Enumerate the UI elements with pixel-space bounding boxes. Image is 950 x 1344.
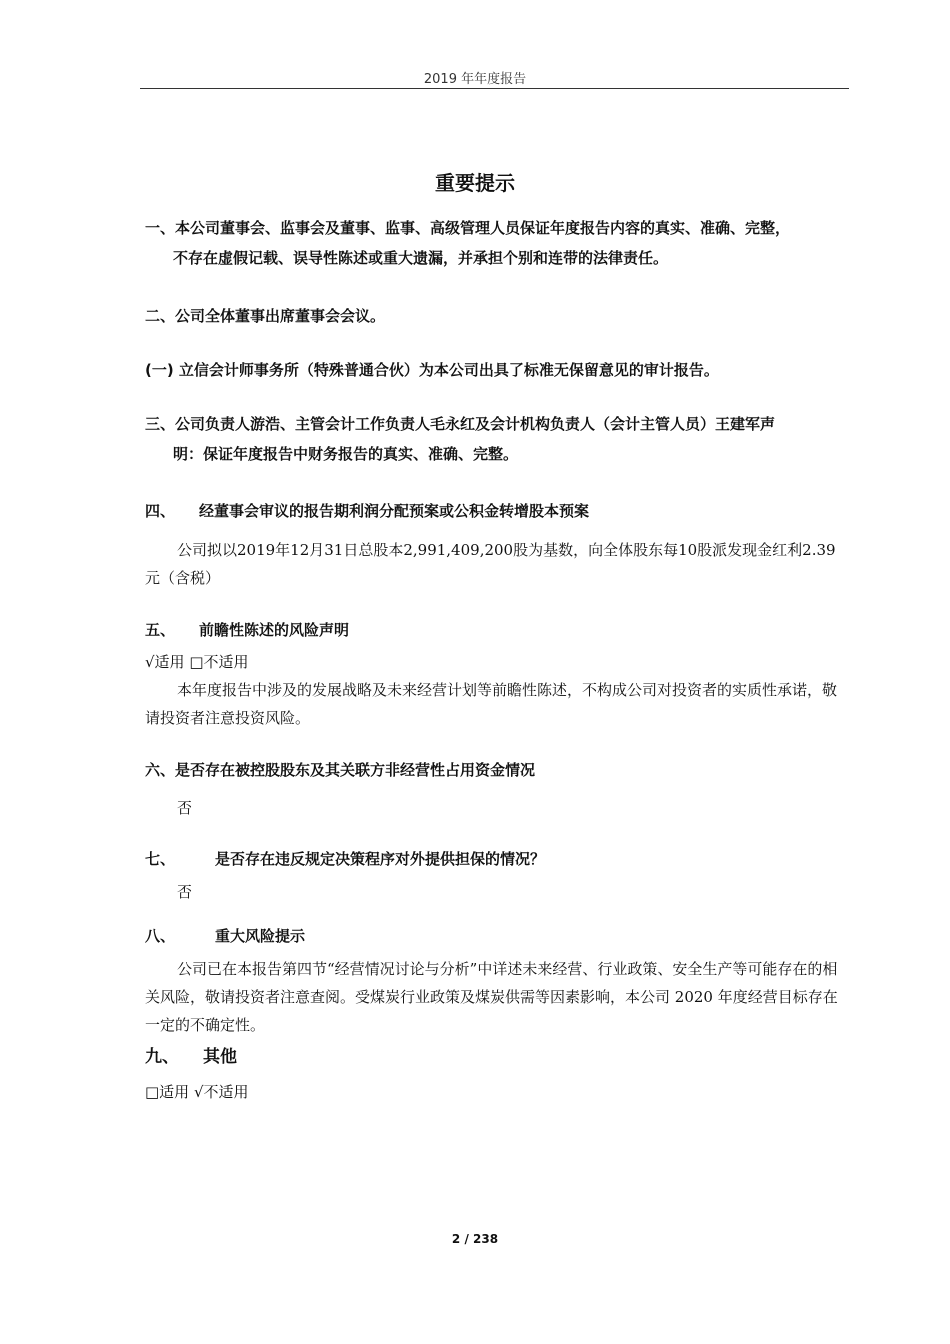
section-7-heading	[145, 844, 545, 874]
section-2-sub: (一) 立信会计师事务所（特殊普通合伙）为本公司出具了标准无保留意见的审计报告。	[145, 361, 719, 379]
section-7-answer: 否	[177, 883, 193, 901]
section-2: 二、公司全体董事出席董事会会议。	[145, 307, 386, 325]
section-9-title: 其他	[203, 1047, 237, 1067]
section-9-applicability: □适用 √不适用	[145, 1083, 249, 1101]
section-8-number: 八、	[145, 927, 176, 945]
header-rule	[140, 88, 849, 89]
section-5-applicability: √适用 □不适用	[145, 653, 249, 671]
page-header: 2019 年年度报告	[423, 72, 527, 87]
section-5-number: 五、	[145, 621, 176, 639]
section-4-number: 四、	[145, 502, 176, 520]
section-1	[145, 213, 790, 273]
section-6-answer: 否	[177, 799, 193, 817]
section-9-number: 九、	[145, 1047, 179, 1067]
section-3-line1: 三、公司负责人游浩、主管会计工作负责人毛永红及会计机构负责人（会计主管人员）王建军声	[145, 415, 776, 433]
section-4-title: 经董事会审议的报告期利润分配预案或公积金转增股本预案	[199, 502, 590, 520]
section-8-heading	[145, 921, 305, 951]
section-4-heading	[145, 496, 589, 526]
section-5-heading	[145, 615, 349, 645]
section-5-title: 前瞻性陈述的风险声明	[199, 621, 350, 639]
section-9-heading	[145, 1042, 237, 1072]
section-6-heading: 六、是否存在被控股股东及其关联方非经营性占用资金情况	[145, 761, 536, 779]
section-1-line1: 一、本公司董事会、监事会及董事、监事、高级管理人员保证年度报告内容的真实、准确、完整，	[145, 219, 791, 237]
section-5-body: 本年度报告中涉及的发展战略及未来经营计划等前瞻性陈述，不构成公司对投资者的实质性承诺，敬请投资者注意投资风险。	[145, 681, 838, 727]
section-8-title: 重大风险提示	[215, 927, 306, 945]
section-8-body: 公司已在本报告第四节“经营情况讨论与分析”中详述未来经营、行业政策、安全生产等可能存在的相关风险，敬请投资者注意查阅。受煤炭行业政策及煤炭供需等因素影响，本公司 2020 年度经营目标存在一定的不确定性。	[145, 960, 838, 1034]
section-1-line2: 不存在虚假记载、误导性陈述或重大遗漏，并承担个别和连带的法律责任。	[173, 249, 669, 267]
section-7-number: 七、	[145, 850, 176, 868]
section-4-body: 公司拟以2019年12月31日总股本2,991,409,200股为基数，向全体股东每10股派发现金红利2.39元（含税）	[145, 541, 836, 587]
section-3-line2: 明：保证年度报告中财务报告的真实、准确、完整。	[173, 445, 519, 463]
section-3	[145, 409, 775, 469]
section-7-title: 是否存在违反规定决策程序对外提供担保的情况？	[215, 850, 546, 868]
page-number: 2 / 238	[451, 1232, 499, 1246]
page-title: 重要提示	[435, 171, 515, 195]
